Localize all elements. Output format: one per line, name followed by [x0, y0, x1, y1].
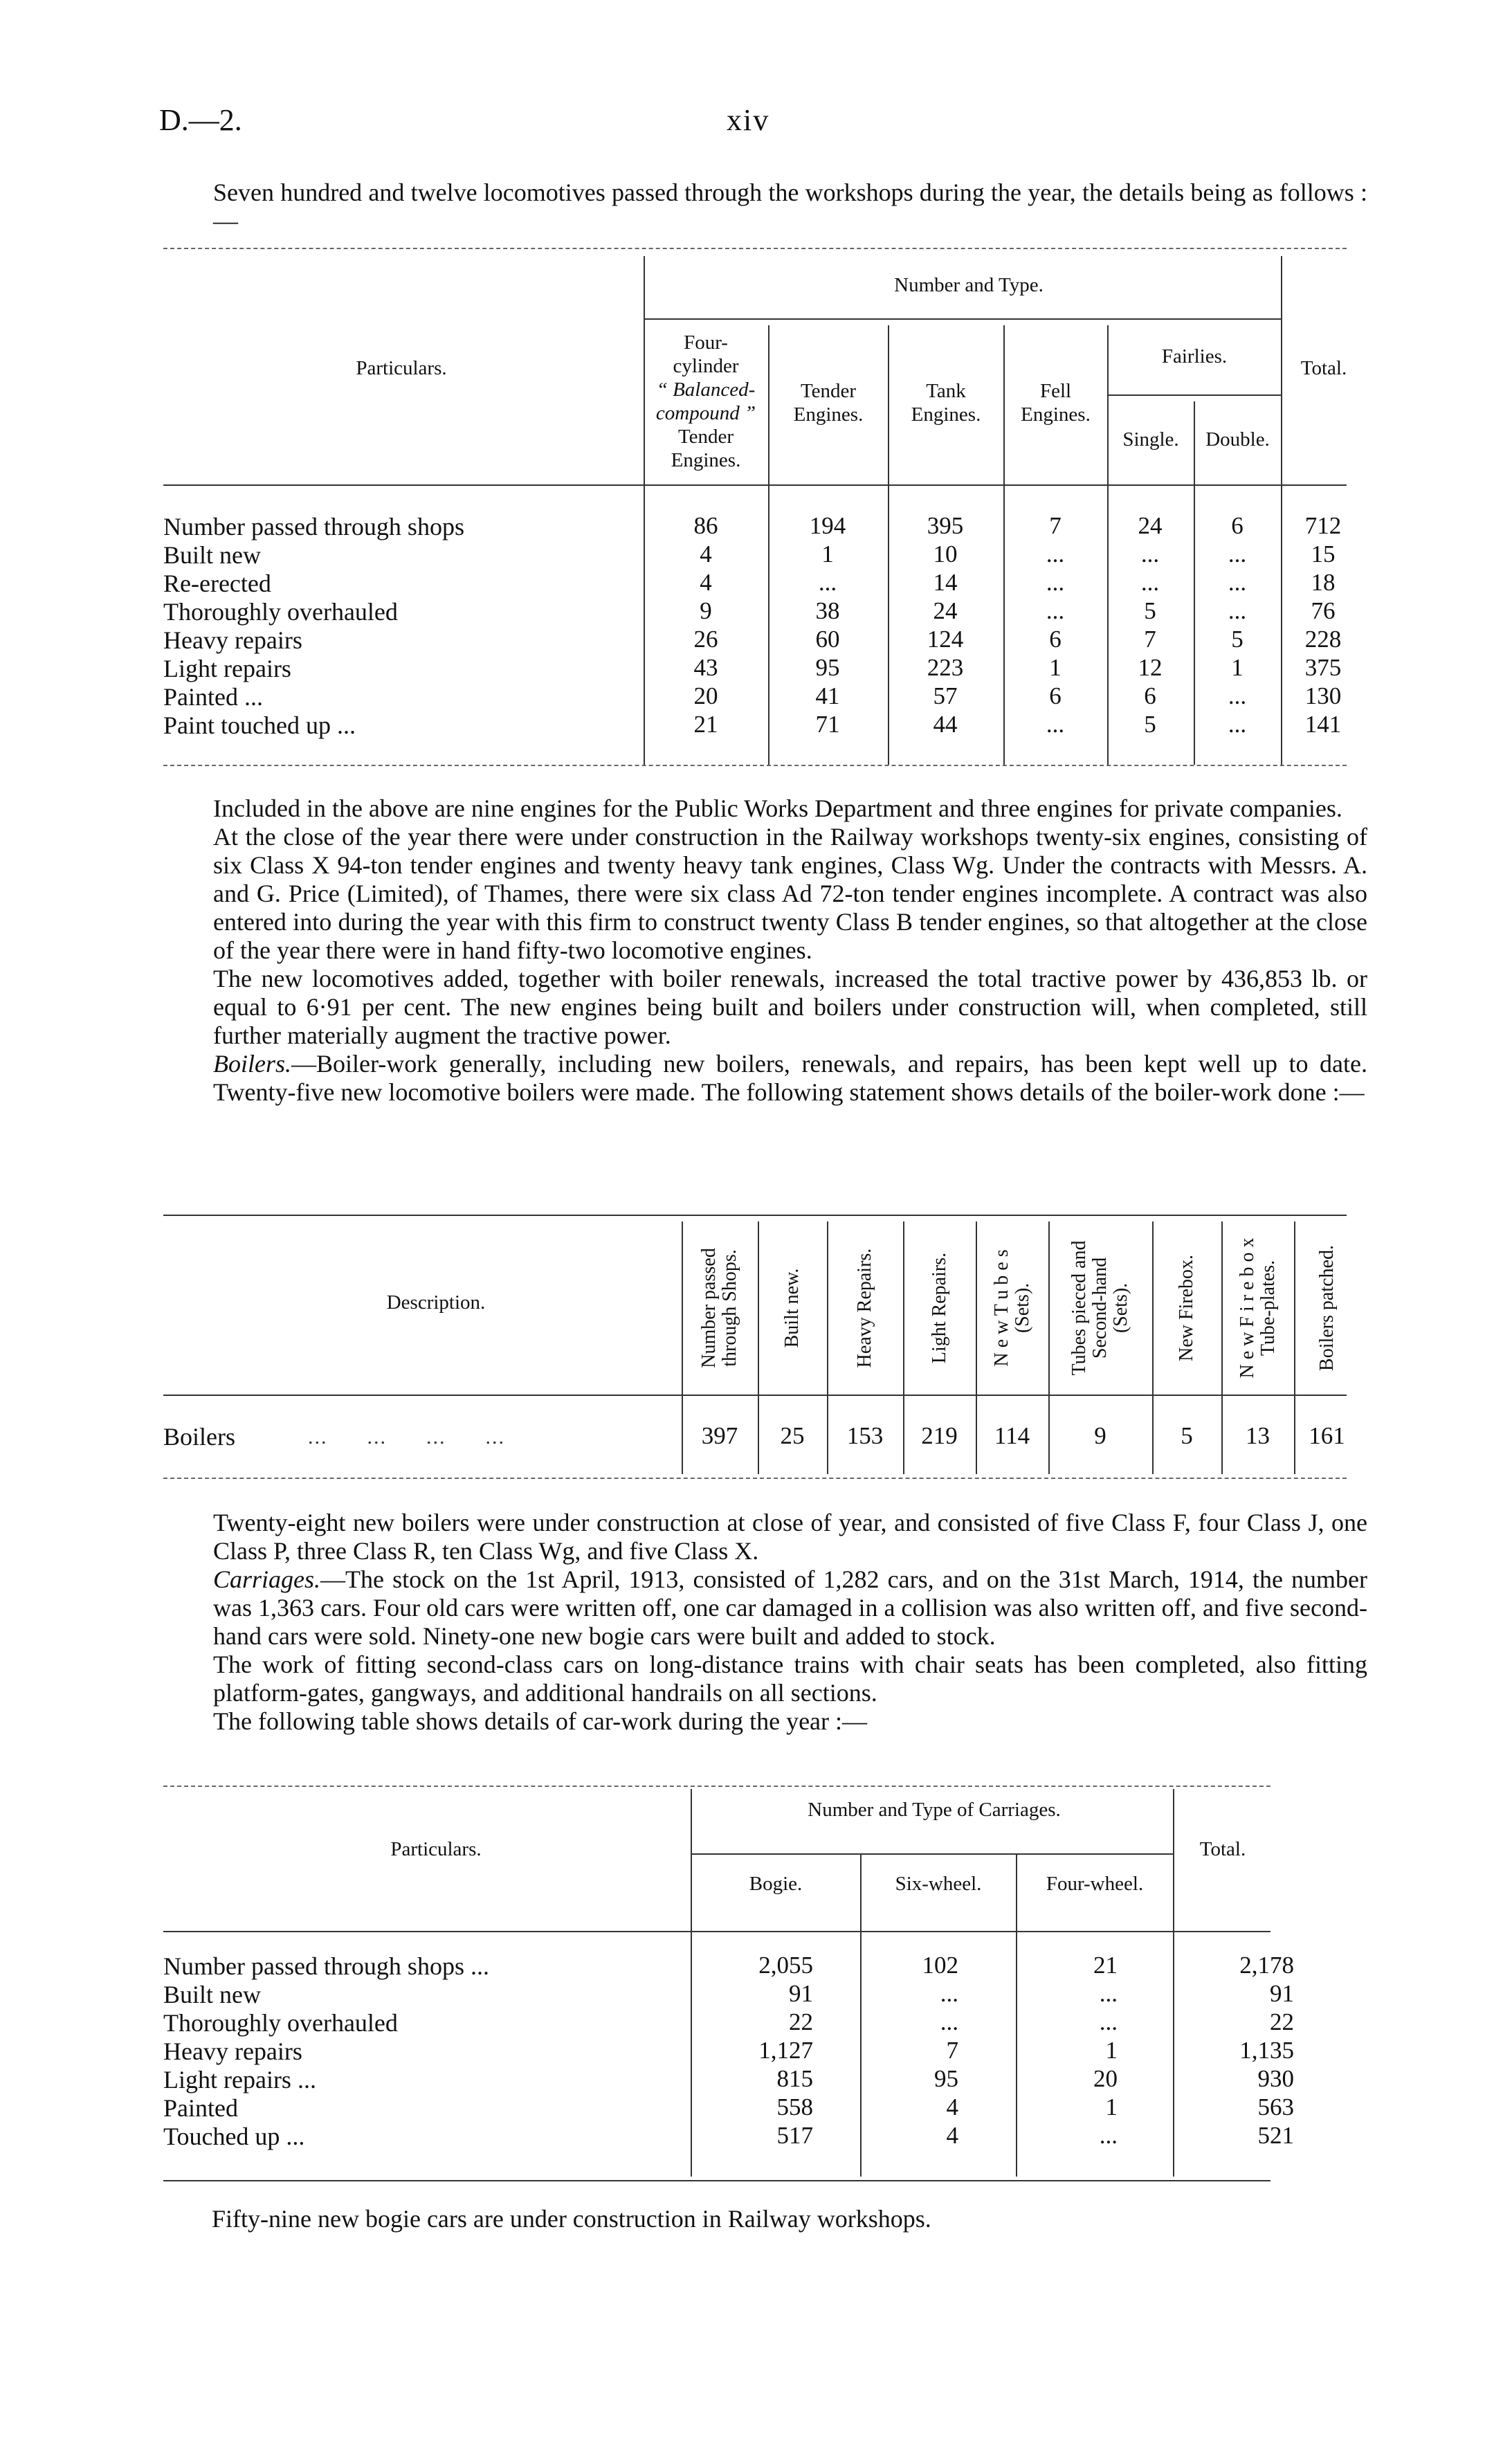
car-cell: 91	[1270, 1980, 1294, 2007]
col-fell-header: Fell Engines.	[1021, 380, 1091, 426]
boiler-value: 25	[780, 1422, 805, 1449]
loco-row-label: Painted ...	[163, 683, 263, 711]
car-col-bogie: Bogie.	[749, 1873, 803, 1895]
loco-cell: 4	[700, 541, 712, 567]
col-total-header: Total.	[1300, 357, 1347, 379]
car-row-label: Touched up ...	[163, 2123, 305, 2150]
boiler-value: 219	[921, 1422, 958, 1449]
loco-cell: 5	[1231, 626, 1244, 653]
loco-cell: 1	[821, 541, 834, 567]
boiler-description-header: Description.	[386, 1291, 486, 1314]
loco-cell: 43	[693, 654, 718, 681]
loco-cell: ...	[1228, 682, 1247, 709]
boiler-col-header: New Firebox.	[1176, 1255, 1197, 1361]
loco-cell: ...	[1140, 541, 1160, 567]
car-cell: 4	[946, 2122, 958, 2149]
loco-cell: 38	[815, 597, 840, 624]
car-cell: 4	[946, 2094, 958, 2120]
loco-cell: 9	[700, 597, 712, 624]
car-cell: 95	[934, 2065, 958, 2092]
loco-row-label: Paint touched up ...	[163, 711, 356, 739]
loco-cell: 14	[933, 569, 958, 596]
loco-cell: 60	[815, 626, 840, 653]
loco-cell: 41	[815, 682, 840, 709]
loco-cell: 228	[1304, 626, 1342, 653]
boiler-col-header: Built new.	[781, 1268, 803, 1348]
loco-cell: 76	[1311, 597, 1336, 624]
loco-row-label: Built new	[163, 541, 261, 569]
car-cell: 558	[776, 2094, 813, 2120]
loco-cell: 24	[933, 597, 958, 624]
car-cell: 1	[1105, 2094, 1118, 2120]
car-cell: 7	[946, 2037, 958, 2064]
loco-cell: 712	[1304, 512, 1342, 539]
loco-cell: 5	[1144, 597, 1156, 624]
car-cell: 521	[1257, 2122, 1294, 2149]
boiler-col-header: Boilers patched.	[1315, 1245, 1338, 1371]
loco-cell: 57	[933, 682, 958, 709]
loco-cell: ...	[1140, 569, 1160, 596]
car-cell: ...	[1099, 1980, 1118, 2007]
car-row-label: Number passed through shops ...	[163, 1952, 489, 1980]
car-row-label: Light repairs ...	[163, 2066, 316, 2094]
boiler-value: 161	[1309, 1422, 1345, 1449]
loco-cell: ...	[818, 569, 837, 596]
boiler-col-header: N e w F i r e b o x Tube-plates.	[1236, 1237, 1279, 1379]
loco-cell: 86	[693, 512, 718, 539]
boiler-row-label: Boilers	[163, 1423, 235, 1451]
loco-cell: ...	[1228, 569, 1247, 596]
loco-cell: 6	[1144, 682, 1156, 709]
loco-row-label: Thoroughly overhauled	[163, 598, 398, 626]
loco-cell: 24	[1138, 512, 1163, 539]
car-cell: 1,135	[1239, 2037, 1294, 2064]
loco-row-label: Re-erected	[163, 570, 271, 597]
boiler-col-header: Number passed through Shops.	[698, 1248, 740, 1368]
boiler-value: 5	[1181, 1422, 1193, 1449]
loco-cell: ...	[1046, 597, 1065, 624]
loco-cell: 130	[1304, 682, 1342, 709]
car-cell: 1	[1105, 2037, 1118, 2064]
car-cell: ...	[1099, 2122, 1118, 2149]
loco-cell: 44	[933, 711, 958, 738]
boiler-col-header: Tubes pieced and Second-hand (Sets).	[1068, 1240, 1131, 1376]
loco-cell: 6	[1231, 512, 1244, 539]
car-col-six-wheel: Six-wheel.	[895, 1873, 982, 1895]
loco-row-label: Light repairs	[163, 655, 291, 682]
car-cell: 21	[1093, 1952, 1118, 1979]
loco-cell: 18	[1311, 569, 1336, 596]
col-tank-header: Tank Engines.	[911, 380, 981, 426]
loco-cell: 395	[927, 512, 964, 539]
loco-cell: 5	[1144, 711, 1156, 738]
loco-cell: ...	[1228, 711, 1247, 738]
loco-cell: 6	[1049, 682, 1062, 709]
page-number: xiv	[727, 103, 770, 137]
loco-cell: 1	[1231, 654, 1244, 681]
loco-particulars-header: Particulars.	[356, 357, 447, 379]
boiler-col-header: Light Repairs.	[928, 1252, 950, 1364]
loco-cell: 375	[1304, 654, 1342, 681]
col-double-header: Double.	[1205, 428, 1270, 451]
boiler-value: 114	[994, 1422, 1030, 1449]
car-row-label: Painted	[163, 2094, 238, 2122]
col-fairlies-header: Fairlies.	[1161, 345, 1228, 367]
car-cell: ...	[940, 1980, 958, 2007]
intro-paragraph: Seven hundred and twelve locomotives passed through the workshops during the year, the details being as follows :—	[213, 179, 1367, 235]
car-cell: 815	[776, 2065, 813, 2092]
car-cell: ...	[1099, 2008, 1118, 2035]
car-cell: 22	[1270, 2008, 1294, 2035]
loco-cell: 71	[815, 711, 840, 738]
loco-cell: 10	[933, 541, 958, 567]
loco-cell: 124	[927, 626, 964, 653]
loco-cell: 7	[1049, 512, 1062, 539]
car-cell: 1,127	[758, 2037, 813, 2064]
car-cell: 517	[776, 2122, 813, 2149]
car-row-label: Heavy repairs	[163, 2037, 302, 2065]
loco-cell: 1	[1049, 654, 1062, 681]
loco-row-label: Number passed through shops	[163, 513, 464, 541]
loco-cell: 95	[815, 654, 840, 681]
body-paragraphs-1: Included in the above are nine engines for the Public Works Department and three engines for private companies. At the close of the year there were under construction in the Railway workshops twenty-six engines, consisting of six Class X 94-ton tender engines and twenty heavy tank engines, Class Wg. Under the contracts with Messrs. A. and G. Price (Limited), of Thames, there were six class Ad 72-ton tender engines incomplete. A contract was also entered into during the year with this firm to construct twenty Class B tender engines, so that altogether at the close of the year there were in hand fifty-two locomotive engines. The new locomotives added, together with boiler renewals, increased the total tractive power by 436,853 lb. or equal to 6·91 per cent. The new engines being built and boilers under construction will, when completed, still further materially augment the tractive power. Boilers.—Boiler-work generally, including new boilers, renewals, and repairs, has been kept well up to date. Twenty-five new locomotive boilers were made. The following statement shows details of the boiler-work done :—	[213, 794, 1367, 1106]
loco-cell: ...	[1046, 711, 1065, 738]
loco-cell: 6	[1049, 626, 1062, 653]
car-cell: 563	[1257, 2094, 1294, 2120]
loco-cell: ...	[1046, 569, 1065, 596]
col-single-header: Single.	[1122, 428, 1179, 451]
loco-cell: 20	[693, 682, 718, 709]
car-col-four-wheel: Four-wheel.	[1046, 1873, 1144, 1895]
boiler-value: 13	[1246, 1422, 1270, 1449]
car-row-label: Thoroughly overhauled	[163, 2009, 398, 2037]
loco-cell: 223	[927, 654, 964, 681]
loco-group-header: Number and Type.	[894, 274, 1044, 296]
col-four-cylinder-header: Four- cylinder “ Balanced- compound ” Tender Engines.	[655, 332, 756, 471]
boiler-col-header: N e w T u b e s (Sets).	[990, 1249, 1033, 1367]
loco-cell: ...	[1228, 541, 1247, 567]
car-col-total: Total.	[1199, 1838, 1246, 1860]
car-row-label: Built new	[163, 1981, 261, 2008]
car-cell: 2,055	[758, 1952, 813, 1979]
loco-cell: 7	[1144, 626, 1156, 653]
car-group-header: Number and Type of Carriages.	[808, 1799, 1061, 1821]
car-cell: 2,178	[1239, 1952, 1294, 1979]
loco-cell: ...	[1046, 541, 1065, 567]
footer-note: Fifty-nine new bogie cars are under construction in Railway workshops.	[212, 2205, 931, 2233]
document-page: D.—2. xiv Seven hundred and twelve locomotives passed through the workshops during the year, the details being as follows :— Particulars. Number and Type. Four- cylinder “ Balanced- compound ” Tender Engines. Tender Engines. Tank Engines. Fell Engines. Fairlies. Single. Double. Total. Number passed through shops 86 194 395 7 24 6 712 Built new 4 1 10 ... ... ... 15 Re-erected 4 ... 14 ... ... ... 18 Thoroughly overhauled 9 38 24 ... 5 ... 76 Heavy repairs 26 60 124 6 7 5 228 Light repairs 43 95 223 1 12 1 375 Painted ... 20 41 57 6 6 ... 130 Paint touched up ... 21 71 44 ... 5 ... 141 Included in the above are nine engines for the Public Works Department and three engines for private companies. At the close of the year there were under construction in the Railway workshops twenty-six engines, consisting of six Class X 94-ton tender engines and twenty heavy tank engines, Class Wg. Under the contracts with Messrs. A. and G. Price (Limited), of Thames, there were six class Ad 72-ton tender engines incomplete. A contract was also entered into during the year with this firm to construct twenty Class B tender engines, so that altogether at the close of the year there were in hand fifty-two locomotive engines. The new locomotives added, together with boiler renewals, increased the total tractive power by 436,853 lb. or equal to 6·91 per cent. The new engines being built and boilers under construction will, when completed, still further materially augment the tractive power. Boilers.—Boiler-work generally, including new boilers, renewals, and repairs, has been kept well up to date. Twenty-five new locomotive boilers were made. The following statement shows details of the boiler-work done :— Description. Number passed through Shops. 397 Built new. 25 Heavy Repairs. 153 Light Repairs. 219 N e w T u b e s (Sets). 114 Tubes pieced and Second-hand (Sets). 9 New Firebox. 5 N e w F i r e b o x Tube-plates. 13 Boilers patched. 161 Boilers ... ... ... ... Twenty-eight new boilers were under construction at close of year, and consisted of five Class F, four Class J, one Class P, three Class R, ten Class Wg, and five Class X. Carriages.—The stock on the 1st April, 1913, consisted of 1,282 cars, and on the 31st March, 1914, the number was 1,363 cars. Four old cars were written off, one car damaged in a collision was also written off, and five second-hand cars were sold. Ninety-one new bogie cars were built and added to stock. The work of fitting second-class cars on long-distance trains with chair seats has been completed, also fitting platform-gates, gangways, and additional handrails on all sections. The following table shows details of car-work during the year :— Particulars. Number and Type of Carriages. Bogie. Six-wheel. Four-wheel. Total. Number passed through shops ... 2,055 102 21 2,178 Built new 91 ... ... 91 Thoroughly overhauled 22 ... ... 22 Heavy repairs 1,127 7 1 1,135 Light repairs ... 815 95 20 930 Painted 558 4 1 563 Touched up ... 517 4 ... 521 Fifty-nine new bogie cars are under construction in Railway workshops.	[159, 103, 1367, 2233]
boiler-value: 9	[1094, 1422, 1106, 1449]
car-cell: 20	[1093, 2065, 1118, 2092]
loco-cell: 4	[700, 569, 712, 596]
loco-row-label: Heavy repairs	[163, 626, 302, 654]
loco-cell: ...	[1228, 597, 1247, 624]
boiler-value: 153	[846, 1422, 884, 1449]
boiler-value: 397	[701, 1422, 738, 1449]
car-cell: ...	[940, 2008, 958, 2035]
loco-cell: 141	[1304, 711, 1342, 738]
car-cell: 102	[922, 1952, 958, 1979]
loco-cell: 26	[693, 626, 718, 653]
car-cell: 91	[789, 1980, 813, 2007]
car-cell: 22	[789, 2008, 813, 2035]
car-cell: 930	[1257, 2065, 1294, 2092]
loco-cell: 21	[693, 711, 718, 738]
car-particulars-header: Particulars.	[390, 1838, 482, 1860]
body-paragraphs-2: Twenty-eight new boilers were under construction at close of year, and consisted of five Class F, four Class J, one Class P, three Class R, ten Class Wg, and five Class X. Carriages.—The stock on the 1st April, 1913, consisted of 1,282 cars, and on the 31st March, 1914, the number was 1,363 cars. Four old cars were written off, one car damaged in a collision was also written off, and five second-hand cars were sold. Ninety-one new bogie cars were built and added to stock. The work of fitting second-class cars on long-distance trains with chair seats has been completed, also fitting platform-gates, gangways, and additional handrails on all sections. The following table shows details of car-work during the year :—	[213, 1509, 1367, 1735]
boiler-col-header: Heavy Repairs.	[854, 1248, 875, 1368]
document-reference: D.—2.	[159, 103, 242, 137]
loco-cell: 15	[1311, 541, 1336, 567]
loco-cell: 194	[809, 512, 846, 539]
loco-cell: 12	[1138, 654, 1163, 681]
col-tender-header: Tender Engines.	[793, 380, 864, 426]
